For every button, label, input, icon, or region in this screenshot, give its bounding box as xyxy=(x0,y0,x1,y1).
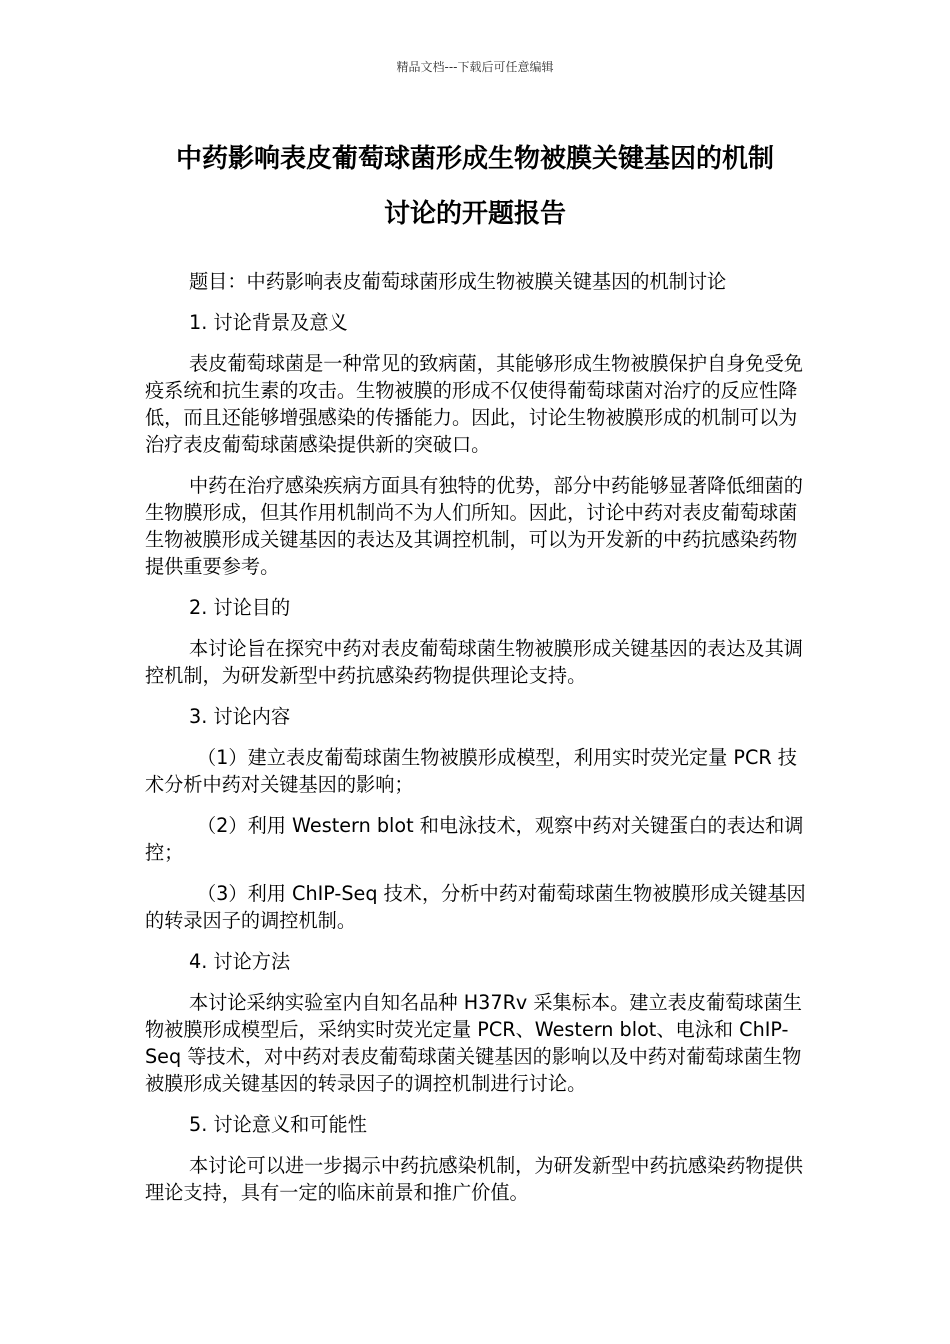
section-5-heading: 5. 讨论意义和可能性 xyxy=(189,1113,367,1136)
section-2-paragraph: 本讨论旨在探究中药对表皮葡萄球菌生物被膜形成关键基因的表达及其调控机制，为研发新型中药抗感染药物提供理论支持。 xyxy=(145,637,803,687)
page-header: 精品文档---下载后可任意编辑 xyxy=(396,60,554,74)
section-4-paragraph: 本讨论采纳实验室内自知名品种 H37Rv 采集标本。建立表皮葡萄球菌生物被膜形成模型后，采纳实时荧光定量 PCR、Western blot、电泳和 ChIP-Seq 等技术，对中药对表皮葡萄球菌关键基因的影响以及中药对葡萄球菌生物被膜形成关键基因的转录因子的调控机制进行讨论。 xyxy=(145,991,802,1095)
section-5-paragraph: 本讨论可以进一步揭示中药抗感染机制，为研发新型中药抗感染药物提供理论支持，具有一定的临床前景和推广价值。 xyxy=(145,1154,803,1204)
topic-line: 题目：中药影响表皮葡萄球菌形成生物被膜关键基因的机制讨论 xyxy=(189,270,727,293)
document-body xyxy=(145,268,815,1220)
section-3-heading: 3. 讨论内容 xyxy=(189,705,291,728)
section-3-item-3: （3）利用 ChIP-Seq 技术，分析中药对葡萄球菌生物被膜形成关键基因的转录因子的调控机制。 xyxy=(145,882,806,932)
section-3-item-2: （2）利用 Western blot 和电泳技术，观察中药对关键蛋白的表达和调控； xyxy=(145,814,804,864)
section-1-paragraph-2: 中药在治疗感染疾病方面具有独特的优势，部分中药能够显著降低细菌的生物膜形成，但其作用机制尚不为人们所知。因此，讨论中药对表皮葡萄球菌生物被膜形成关键基因的表达及其调控机制，可以为开发新的中药抗感染药物提供重要参考。 xyxy=(145,474,803,578)
section-2-heading: 2. 讨论目的 xyxy=(189,596,291,619)
section-4-heading: 4. 讨论方法 xyxy=(189,950,291,973)
document-title-line1: 中药影响表皮葡萄球菌形成生物被膜关键基因的机制 xyxy=(175,144,774,174)
section-1-paragraph-1: 表皮葡萄球菌是一种常见的致病菌，其能够形成生物被膜保护自身免受免疫系统和抗生素的攻击。生物被膜的形成不仅使得葡萄球菌对治疗的反应性降低，而且还能够增强感染的传播能力。因此，讨论生物被膜形成的机制可以为治疗表皮葡萄球菌感染提供新的突破口。 xyxy=(145,352,803,456)
document-title-line2: 讨论的开题报告 xyxy=(383,199,566,229)
section-3-item-1: （1）建立表皮葡萄球菌生物被膜形成模型，利用实时荧光定量 PCR 技术分析中药对关键基因的影响； xyxy=(145,746,797,796)
section-1-heading: 1. 讨论背景及意义 xyxy=(189,311,348,334)
